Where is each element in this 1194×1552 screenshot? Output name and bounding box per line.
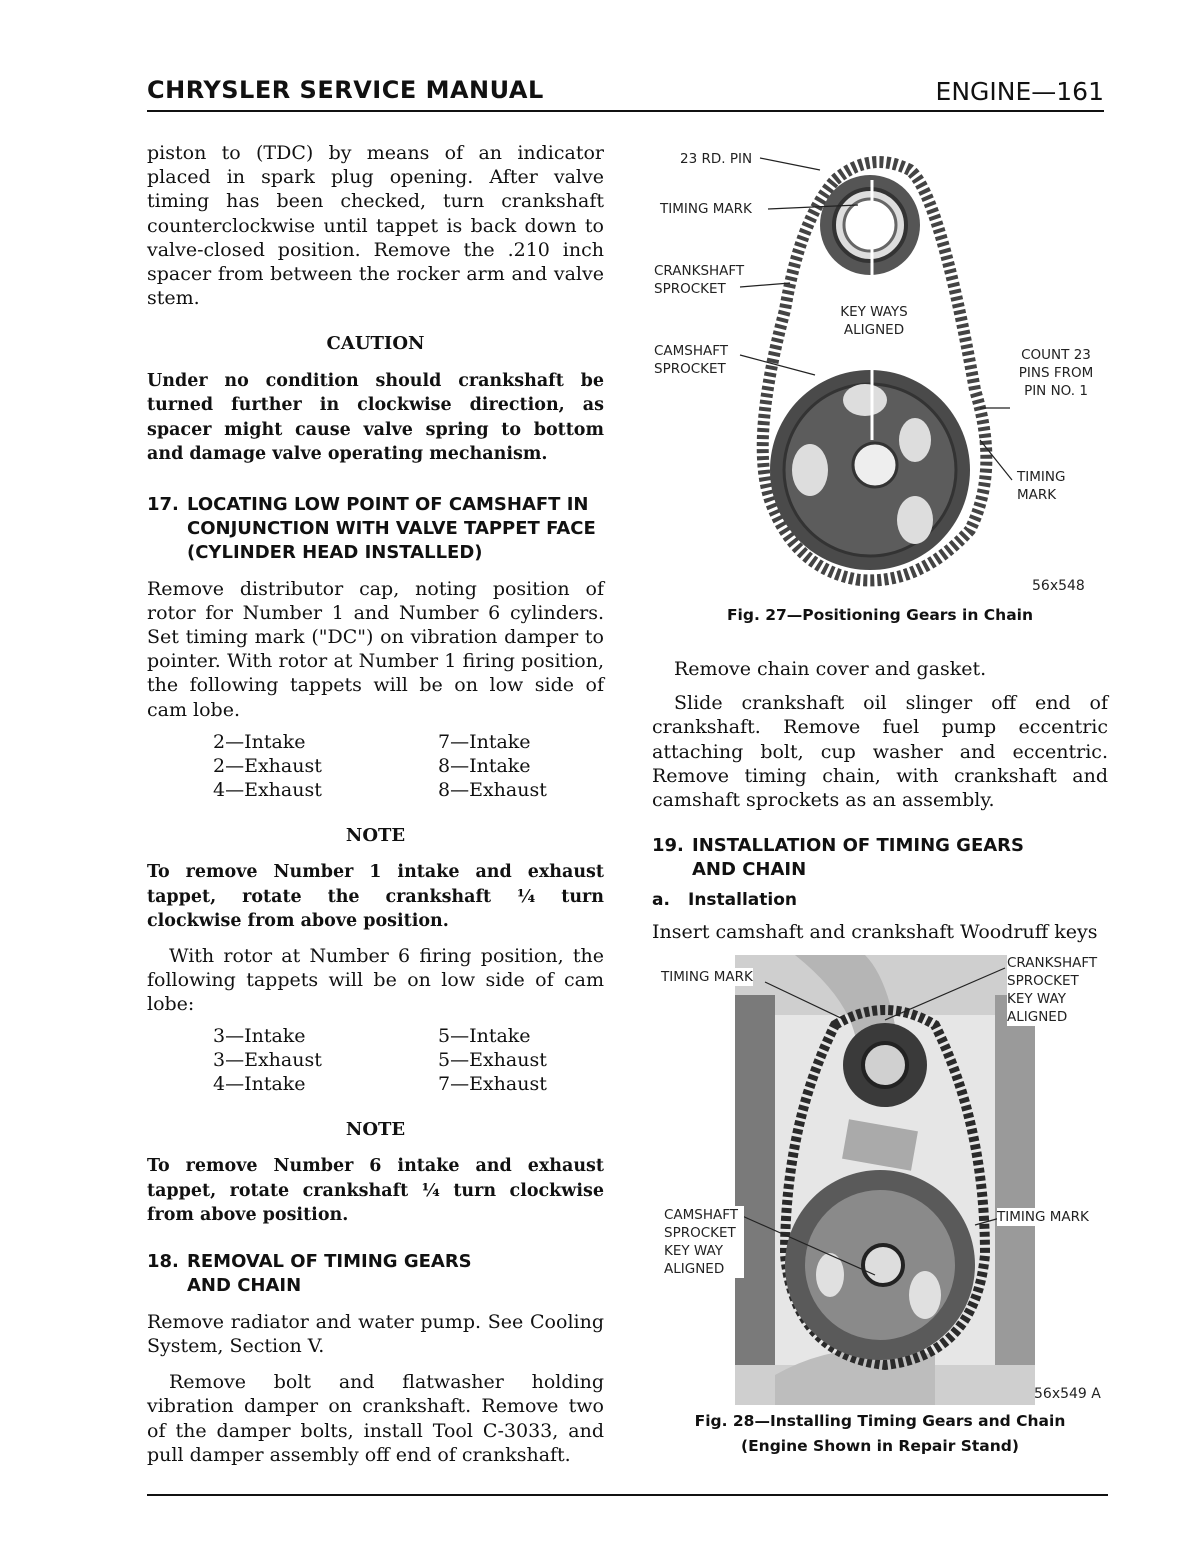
section-18-heading xyxy=(147,1250,604,1298)
tappet-entry: 4—Intake xyxy=(213,1073,306,1096)
caution-heading: CAUTION xyxy=(326,333,425,355)
note-2-text: To remove Number 6 intake and exhaust tappet, rotate crankshaft ¼ turn clockwise from above position. xyxy=(147,1156,604,1226)
fig27-code: 56x548 xyxy=(1032,578,1085,594)
subsection-a-heading xyxy=(652,888,1108,912)
paragraph-damper: Remove bolt and flatwasher holding vibration damper on crankshaft. Remove two of the damper bolts, install Tool C-3033, and pull damper assembly off end of crankshaft. xyxy=(147,1371,604,1466)
left-column xyxy=(147,141,604,1467)
paragraph-distributor: Remove distributor cap, noting position of rotor for Number 1 and Number 6 cylinders. Set timing mark ("DC") on vibration damper to pointer. With rotor at Number 1 firing position, the following tappets will be on low side of cam lobe. xyxy=(147,577,604,721)
fig28-code: 56x549 A xyxy=(1034,1386,1101,1402)
tappet-table-1 xyxy=(213,730,604,802)
note-1-heading: NOTE xyxy=(345,824,406,846)
tappet-entry: 2—Exhaust xyxy=(213,754,322,777)
tappet-entry: 8—Intake xyxy=(438,754,531,777)
section-18-number: 18. xyxy=(147,1250,179,1272)
right-column xyxy=(652,657,1108,944)
fig27-label-count-pins: COUNT 23 PINS FROM PIN NO. 1 xyxy=(1018,347,1094,399)
fig28-label-crank-keyway: CRANKSHAFT SPROCKET KEY WAY ALIGNED xyxy=(1007,954,1107,1026)
section-19-title: INSTALLATION OF TIMING GEARS AND CHAIN xyxy=(692,835,1024,881)
tappet-entry: 5—Intake xyxy=(438,1025,531,1048)
running-header-page: ENGINE—161 xyxy=(935,77,1104,106)
caution-text: Under no condition should crankshaft be turned further in clockwise direction, as spacer might cause valve spring to bottom and damage valve operating mechanism. xyxy=(147,370,604,465)
note-1-text: To remove Number 1 intake and exhaust tappet, rotate the crankshaft ¼ turn clockwise from above position. xyxy=(147,862,604,932)
fig27-label-crankshaft-sprocket: CRANKSHAFT SPROCKET xyxy=(654,263,745,297)
tappet-entry: 3—Exhaust xyxy=(213,1049,322,1072)
section-17-number: 17. xyxy=(147,493,179,515)
paragraph-woodruff-keys: Insert camshaft and crankshaft Woodruff keys xyxy=(652,921,1098,944)
fig27-label-key-ways: KEY WAYS ALIGNED xyxy=(840,304,908,338)
subsection-a-title: Installation xyxy=(688,890,798,911)
running-header-title: CHRYSLER SERVICE MANUAL xyxy=(147,76,544,104)
paragraph-chain-cover: Remove chain cover and gasket. xyxy=(674,658,987,680)
tappet-entry: 3—Intake xyxy=(213,1025,306,1048)
tappet-table-2 xyxy=(213,1024,604,1096)
tappet-entry: 7—Exhaust xyxy=(438,1073,547,1096)
section-19-heading xyxy=(652,834,1108,882)
section-17-heading xyxy=(147,493,604,565)
section-17-title: LOCATING LOW POINT OF CAMSHAFT IN CONJUNCTION WITH VALVE TAPPET FACE (CYLINDER HEAD INSTALLED) xyxy=(187,493,596,563)
fig28-caption-line-1: Fig. 28—Installing Timing Gears and Chain xyxy=(694,1412,1066,1430)
fig27-label-rd-pin: 23 RD. PIN xyxy=(680,151,753,167)
section-18-title: REMOVAL OF TIMING GEARS AND CHAIN xyxy=(187,1250,472,1296)
note-2-heading: NOTE xyxy=(345,1119,406,1141)
header-rule xyxy=(147,110,1104,112)
tappet-entry: 5—Exhaust xyxy=(438,1049,547,1072)
tappet-entry: 8—Exhaust xyxy=(438,778,547,801)
footer-rule xyxy=(147,1494,1108,1496)
section-19-number: 19. xyxy=(652,835,684,857)
fig27-label-camshaft-sprocket: CAMSHAFT SPROCKET xyxy=(654,343,729,377)
paragraph-radiator: Remove radiator and water pump. See Cooling System, Section V. xyxy=(147,1310,604,1358)
tappet-entry: 4—Exhaust xyxy=(213,778,322,801)
tappet-entry: 7—Intake xyxy=(438,730,531,753)
tappet-entry: 2—Intake xyxy=(213,730,306,753)
paragraph-oil-slinger: Slide crankshaft oil slinger off end of crankshaft. Remove fuel pump eccentric attaching bolt, cup washer and eccentric. Remove timing chain, with crankshaft and camshaft sprockets as an assembly. xyxy=(652,692,1108,812)
fig28-caption-line-2: (Engine Shown in Repair Stand) xyxy=(740,1437,1019,1455)
fig27-label-timing-mark: TIMING MARK xyxy=(660,201,752,217)
fig28-label-cam-keyway: CAMSHAFT SPROCKET KEY WAY ALIGNED xyxy=(664,1206,744,1278)
fig27-label-timing-mark-2: TIMING MARK xyxy=(1017,469,1066,503)
paragraph-rotor-6: With rotor at Number 6 firing position, the following tappets will be on low side of cam lobe: xyxy=(147,944,604,1015)
fig27-caption: Fig. 27—Positioning Gears in Chain xyxy=(726,606,1034,624)
paragraph-valve-timing: piston to (TDC) by means of an indicator placed in spark plug opening. After valve timing has been checked, turn crankshaft counterclockwise until tappet is back down to valve-closed position. Remove the .210 inch spacer from between the rocker arm and valve stem. xyxy=(147,142,604,310)
subsection-a-number: a. xyxy=(652,890,670,911)
fig28-label-timing-mark: TIMING MARK xyxy=(661,969,753,985)
fig28-label-timing-mark-2: TIMING MARK xyxy=(997,1209,1089,1225)
